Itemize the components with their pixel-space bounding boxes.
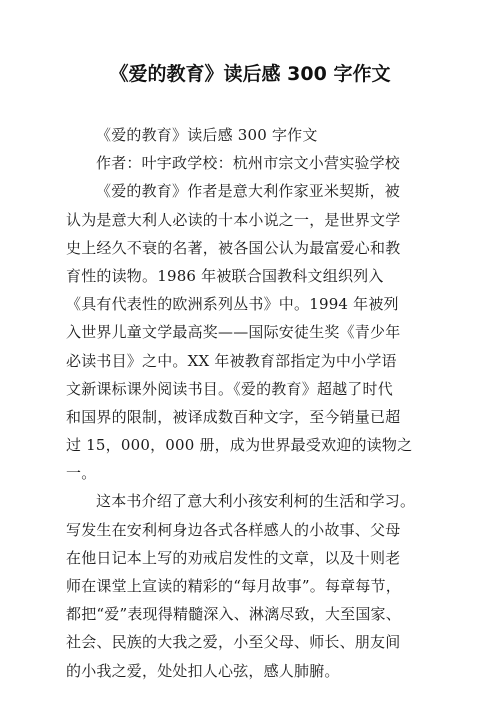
body-line: 写发生在安利柯身边各式各样感人的小故事、父母 xyxy=(66,520,401,539)
body-line: 《爱的教育》作者是意大利作家亚米契斯，被 xyxy=(96,182,401,201)
body-line: 《具有代表性的欧洲系列丛书》中。1994 年被列 xyxy=(66,295,399,314)
document-body xyxy=(66,121,436,685)
body-line: 师在课堂上宣读的精彩的“每月故事”。每章每节， xyxy=(66,577,401,595)
body-line: 的小我之爱，处处扣人心弦，感人肺腑。 xyxy=(66,661,340,680)
body-line: 认为是意大利人必读的十本小说之一，是世界文学 xyxy=(66,210,401,229)
body-line: 和国界的限制，被译成数百种文字，至今销量已超 xyxy=(66,407,401,426)
body-line: 过 15，000，000 册，成为世界最受欢迎的读物之 xyxy=(66,436,413,455)
body-line: 作者：叶宇政学校：杭州市宗文小营实验学校 xyxy=(96,154,401,173)
body-line: 育性的读物。1986 年被联合国教科文组织列入 xyxy=(66,266,384,285)
body-line: 入世界儿童文学最高奖——国际安徒生奖《青少年 xyxy=(66,323,401,342)
body-line: 这本书介绍了意大利小孩安利柯的生活和学习。 xyxy=(96,492,416,511)
body-line: 必读书目》之中。XX 年被教育部指定为中小学语 xyxy=(66,351,397,370)
body-line: 一。 xyxy=(66,464,97,483)
body-line: 《爱的教育》读后感 300 字作文 xyxy=(96,126,318,144)
body-line: 社会、民族的大我之爱，小至父母、师长、朋友间 xyxy=(66,633,401,652)
body-line: 都把“爱”表现得精髓深入、淋漓尽致，大至国家、 xyxy=(66,605,401,624)
body-line: 在他日记本上写的劝戒启发性的文章，以及十则老 xyxy=(66,548,401,567)
body-line: 史上经久不衰的名著，被各国公认为最富爱心和教 xyxy=(66,238,401,257)
document-title: 《爱的教育》读后感 300 字作文 xyxy=(109,63,391,85)
body-line: 文新课标课外阅读书目。《爱的教育》超越了时代 xyxy=(66,379,393,398)
